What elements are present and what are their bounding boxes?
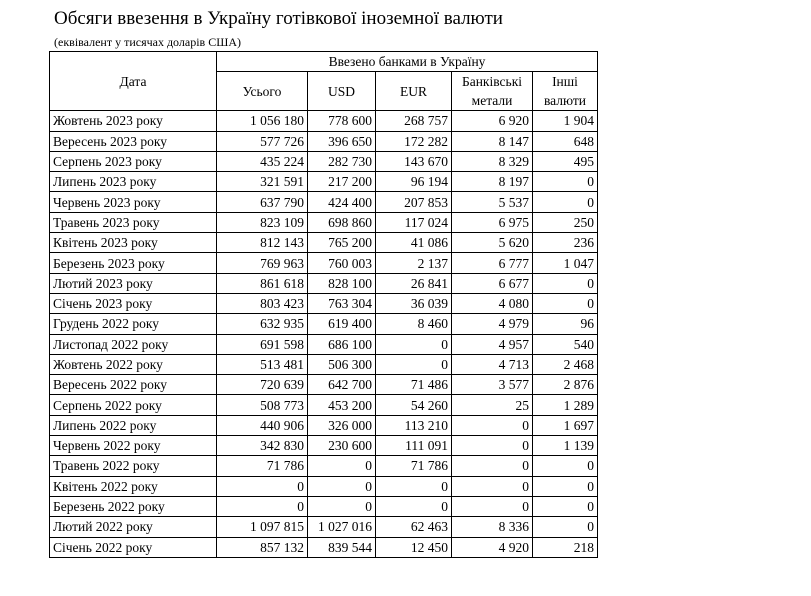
cell-eur: 113 210 [376,415,452,435]
cell-usd: 698 860 [308,212,376,232]
cell-bank-metals: 0 [452,415,533,435]
header-eur: EUR [376,72,452,111]
cell-bank-metals: 4 080 [452,293,533,313]
cell-usd: 642 700 [308,375,376,395]
cell-date: Травень 2023 року [50,212,217,232]
cell-other-currencies: 2 876 [533,375,598,395]
cell-bank-metals: 8 329 [452,151,533,171]
cell-bank-metals: 4 920 [452,537,533,557]
cell-bank-metals: 4 979 [452,314,533,334]
cell-eur: 207 853 [376,192,452,212]
cell-usd: 326 000 [308,415,376,435]
header-other-currencies-line2: валюти [543,93,587,109]
header-total: Усього [217,72,308,111]
cell-usd: 619 400 [308,314,376,334]
cell-eur: 143 670 [376,151,452,171]
cell-total: 342 830 [217,436,308,456]
cell-usd: 0 [308,496,376,516]
cell-eur: 0 [376,476,452,496]
cell-bank-metals: 6 777 [452,253,533,273]
cell-other-currencies: 1 047 [533,253,598,273]
cell-total: 769 963 [217,253,308,273]
cell-usd: 686 100 [308,334,376,354]
table-row [50,354,598,374]
cell-eur: 36 039 [376,293,452,313]
cell-total: 857 132 [217,537,308,557]
cell-date: Січень 2022 року [50,537,217,557]
cell-eur: 71 486 [376,375,452,395]
cell-bank-metals: 0 [452,496,533,516]
cell-eur: 111 091 [376,436,452,456]
table-row [50,273,598,293]
cell-eur: 96 194 [376,172,452,192]
cell-bank-metals: 8 197 [452,172,533,192]
cell-other-currencies: 648 [533,131,598,151]
cell-eur: 2 137 [376,253,452,273]
cell-eur: 54 260 [376,395,452,415]
table-row [50,415,598,435]
cell-date: Червень 2022 року [50,436,217,456]
cell-bank-metals: 0 [452,476,533,496]
header-bank-metals [452,72,533,111]
cell-date: Березень 2023 року [50,253,217,273]
table-row [50,293,598,313]
cell-date: Квітень 2022 року [50,476,217,496]
cell-other-currencies: 218 [533,537,598,557]
cell-eur: 41 086 [376,233,452,253]
cell-total: 0 [217,476,308,496]
table-row [50,192,598,212]
cell-eur: 26 841 [376,273,452,293]
cell-other-currencies: 1 289 [533,395,598,415]
cell-eur: 71 786 [376,456,452,476]
cell-bank-metals: 5 620 [452,233,533,253]
cell-bank-metals: 4 957 [452,334,533,354]
cell-eur: 8 460 [376,314,452,334]
table-header [50,52,598,111]
cell-other-currencies: 0 [533,517,598,537]
cell-bank-metals: 0 [452,456,533,476]
cell-other-currencies: 0 [533,456,598,476]
cell-usd: 424 400 [308,192,376,212]
cell-bank-metals: 3 577 [452,375,533,395]
cell-usd: 453 200 [308,395,376,415]
cell-total: 691 598 [217,334,308,354]
table-row [50,395,598,415]
cell-date: Жовтень 2022 року [50,354,217,374]
header-other-currencies-line1: Інші [552,74,578,90]
cell-date: Листопад 2022 року [50,334,217,354]
cell-total: 1 056 180 [217,111,308,131]
table-row [50,517,598,537]
cell-usd: 778 600 [308,111,376,131]
cell-total: 435 224 [217,151,308,171]
cell-bank-metals: 8 147 [452,131,533,151]
cell-date: Грудень 2022 року [50,314,217,334]
cell-eur: 12 450 [376,537,452,557]
table-row [50,131,598,151]
cell-total: 823 109 [217,212,308,232]
cell-usd: 217 200 [308,172,376,192]
cell-other-currencies: 0 [533,496,598,516]
cell-total: 1 097 815 [217,517,308,537]
cell-other-currencies: 236 [533,233,598,253]
cell-bank-metals: 6 677 [452,273,533,293]
cell-date: Жовтень 2023 року [50,111,217,131]
cell-date: Лютий 2023 року [50,273,217,293]
cell-other-currencies: 495 [533,151,598,171]
cell-bank-metals: 5 537 [452,192,533,212]
cell-bank-metals: 0 [452,436,533,456]
cell-total: 0 [217,496,308,516]
cell-date: Червень 2023 року [50,192,217,212]
cell-date: Квітень 2023 року [50,233,217,253]
table-row [50,151,598,171]
cell-other-currencies: 1 697 [533,415,598,435]
cell-eur: 0 [376,334,452,354]
import-volume-table [49,51,598,558]
cell-other-currencies: 0 [533,172,598,192]
cell-date: Травень 2022 року [50,456,217,476]
cell-eur: 117 024 [376,212,452,232]
cell-total: 440 906 [217,415,308,435]
table-row [50,253,598,273]
cell-date: Лютий 2022 року [50,517,217,537]
cell-usd: 1 027 016 [308,517,376,537]
table-row [50,172,598,192]
table-row [50,436,598,456]
cell-usd: 763 304 [308,293,376,313]
cell-other-currencies: 0 [533,192,598,212]
header-bank-metals-line1: Банківські [461,74,523,90]
cell-bank-metals: 6 920 [452,111,533,131]
cell-bank-metals: 4 713 [452,354,533,374]
cell-date: Липень 2022 року [50,415,217,435]
cell-total: 321 591 [217,172,308,192]
page-title: Обсяги ввезення в Україну готівкової іноземної валюти [54,8,503,29]
cell-usd: 828 100 [308,273,376,293]
cell-total: 632 935 [217,314,308,334]
cell-total: 71 786 [217,456,308,476]
cell-usd: 839 544 [308,537,376,557]
cell-total: 513 481 [217,354,308,374]
cell-total: 812 143 [217,233,308,253]
cell-usd: 282 730 [308,151,376,171]
table-row [50,496,598,516]
table-body [50,111,598,558]
table-row [50,476,598,496]
cell-date: Липень 2023 року [50,172,217,192]
table-row [50,233,598,253]
cell-usd: 760 003 [308,253,376,273]
cell-usd: 0 [308,476,376,496]
cell-bank-metals: 6 975 [452,212,533,232]
cell-date: Серпень 2022 року [50,395,217,415]
cell-other-currencies: 1 139 [533,436,598,456]
cell-bank-metals: 8 336 [452,517,533,537]
table-row [50,334,598,354]
cell-usd: 230 600 [308,436,376,456]
table-row [50,456,598,476]
cell-eur: 268 757 [376,111,452,131]
cell-bank-metals: 25 [452,395,533,415]
header-bank-metals-line2: метали [471,93,513,109]
cell-usd: 0 [308,456,376,476]
cell-usd: 396 650 [308,131,376,151]
table-row [50,537,598,557]
cell-other-currencies: 0 [533,293,598,313]
header-imported-by-banks: Ввезено банками в Україну [217,52,598,72]
cell-total: 577 726 [217,131,308,151]
cell-total: 720 639 [217,375,308,395]
cell-date: Вересень 2023 року [50,131,217,151]
cell-date: Березень 2022 року [50,496,217,516]
cell-usd: 765 200 [308,233,376,253]
header-other-currencies [533,72,598,111]
cell-other-currencies: 2 468 [533,354,598,374]
page-subtitle: (еквівалент у тисячах доларів США) [54,35,241,49]
cell-other-currencies: 1 904 [533,111,598,131]
table-row [50,212,598,232]
cell-other-currencies: 540 [533,334,598,354]
cell-other-currencies: 0 [533,476,598,496]
cell-eur: 172 282 [376,131,452,151]
cell-total: 637 790 [217,192,308,212]
cell-eur: 62 463 [376,517,452,537]
table-row [50,375,598,395]
header-row-group [50,52,598,72]
header-date: Дата [50,52,217,111]
cell-eur: 0 [376,496,452,516]
cell-total: 803 423 [217,293,308,313]
cell-usd: 506 300 [308,354,376,374]
cell-eur: 0 [376,354,452,374]
cell-other-currencies: 96 [533,314,598,334]
cell-date: Вересень 2022 року [50,375,217,395]
cell-total: 508 773 [217,395,308,415]
header-usd: USD [308,72,376,111]
cell-total: 861 618 [217,273,308,293]
cell-date: Серпень 2023 року [50,151,217,171]
cell-date: Січень 2023 року [50,293,217,313]
table-row [50,314,598,334]
table-row [50,111,598,131]
cell-other-currencies: 0 [533,273,598,293]
cell-other-currencies: 250 [533,212,598,232]
